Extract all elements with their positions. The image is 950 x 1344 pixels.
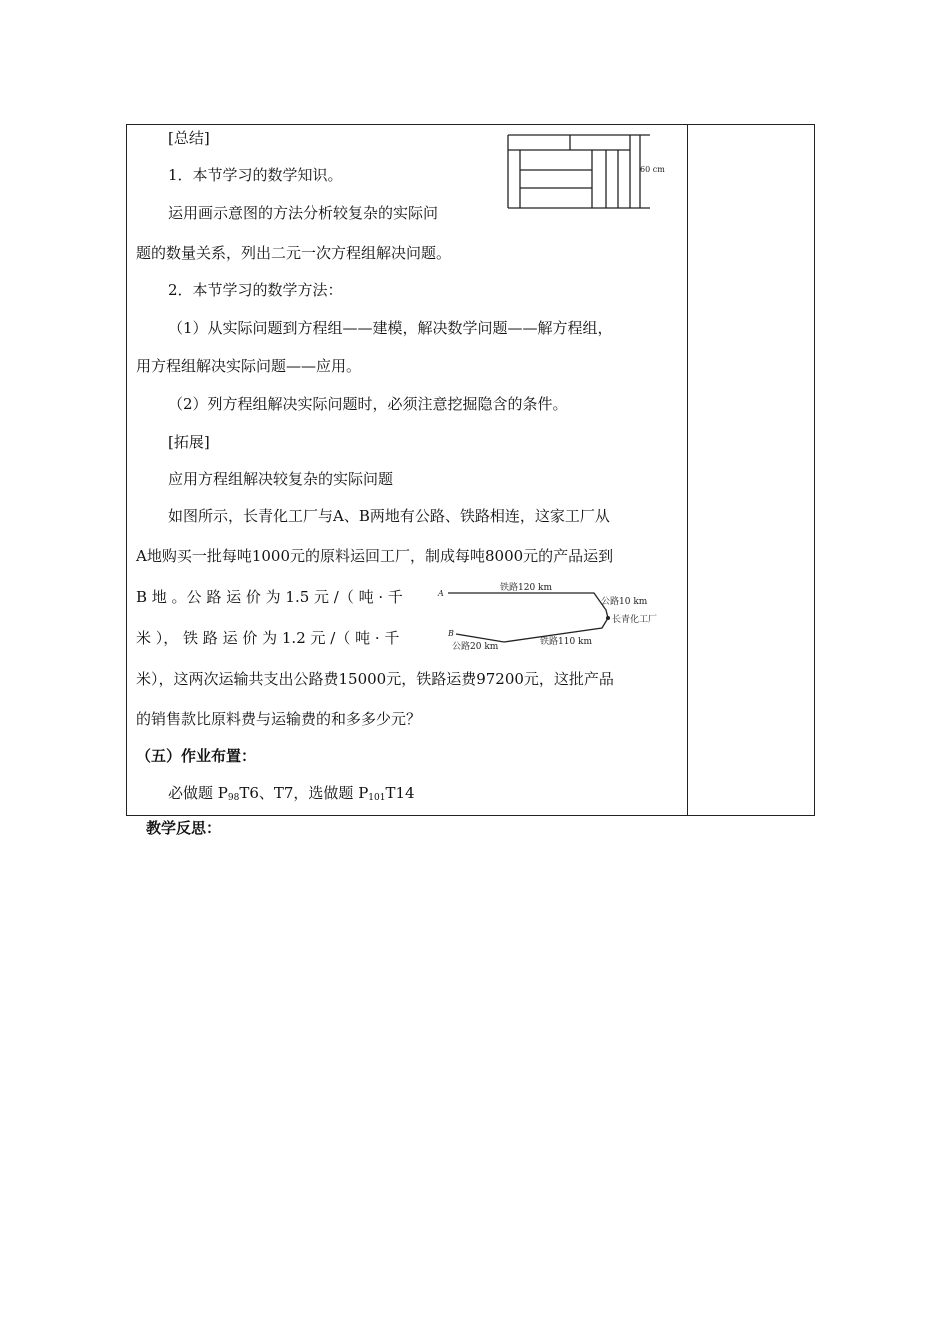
homework-text xyxy=(168,783,415,808)
reflection-heading: 教学反思： xyxy=(146,819,222,837)
route-rail-bottom-label: 铁路110 km xyxy=(540,637,593,647)
extension-paragraph-line-5: 米），这两次运输共支出公路费15000元，铁路运费97200元，这批产品 xyxy=(136,670,614,688)
rectangle-figure xyxy=(500,130,670,212)
route-road-left-label: 公路20 km xyxy=(452,642,499,652)
route-figure xyxy=(436,578,676,656)
extension-subtitle: 应用方程组解决较复杂的实际问题 xyxy=(168,470,394,488)
route-road-right-label: 公路10 km xyxy=(601,597,648,607)
route-point-b: B xyxy=(448,629,454,638)
rect-figure-label: 60 cm xyxy=(640,165,665,174)
summary-item-1: 1．本节学习的数学知识。 xyxy=(168,166,343,184)
homework-text-a: 必做题 P xyxy=(168,784,228,802)
extension-paragraph-line-1: 如图所示，长青化工厂与A、B两地有公路、铁路相连，这家工厂从 xyxy=(168,507,610,525)
homework-sub-b: 101 xyxy=(368,793,386,803)
summary-method-2: （2）列方程组解决实际问题时，必须注意挖掘隐含的条件。 xyxy=(168,395,568,413)
homework-heading: （五）作业布置： xyxy=(136,747,257,765)
route-rail-top-label: 铁路120 km xyxy=(500,583,553,593)
summary-item-1-text-a: 运用画示意图的方法分析较复杂的实际问 xyxy=(168,204,439,222)
route-factory-label: 长青化工厂 xyxy=(612,615,658,625)
summary-method-1-a: （1）从实际问题到方程组——建模，解决数学问题——解方程组， xyxy=(168,319,613,337)
homework-text-b: T6、T7，选做题 P xyxy=(239,784,369,802)
table-column-divider xyxy=(687,124,688,816)
homework-sub-a: 98 xyxy=(227,793,240,803)
summary-heading: [总结] xyxy=(168,129,210,147)
summary-method-1-b: 用方程组解决实际问题——应用。 xyxy=(136,357,362,375)
extension-paragraph-line-2: A地购买一批每吨1000元的原料运回工厂，制成每吨8000元的产品运到 xyxy=(136,547,614,565)
summary-item-2: 2．本节学习的数学方法： xyxy=(168,281,343,299)
extension-heading: [拓展] xyxy=(168,433,210,451)
extension-paragraph-line-3: B 地 。公 路 运 价 为 1.5 元 /（ 吨 · 千 xyxy=(136,588,403,606)
summary-item-1-text-b: 题的数量关系，列出二元一次方程组解决问题。 xyxy=(136,244,452,262)
homework-text-c: T14 xyxy=(385,784,415,802)
extension-paragraph-line-6: 的销售款比原料费与运输费的和多多少元？ xyxy=(136,710,422,728)
route-point-a: A xyxy=(438,589,444,598)
extension-paragraph-line-4: 米 ）， 铁 路 运 价 为 1.2 元 /（ 吨 · 千 xyxy=(136,629,400,647)
